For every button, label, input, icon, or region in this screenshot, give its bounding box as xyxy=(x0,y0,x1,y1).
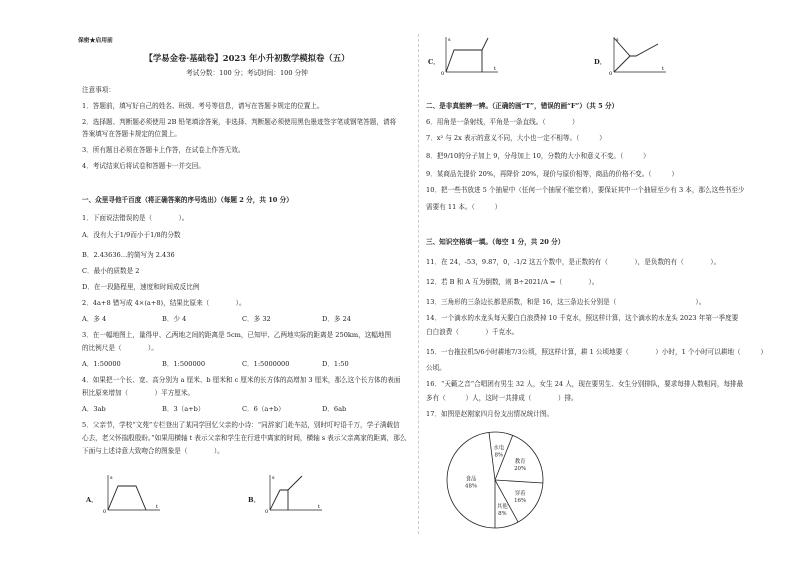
q4-choice-b: B．3（a+b） xyxy=(162,405,205,413)
q4-choice-c: C．6（a+b） xyxy=(242,405,285,413)
q4-stem-line1: 4．如果把一个长、宽、高分别为 a 厘米、b 厘米和 c 厘米的长方体的高增加 3 厘米，那么这个长方体的表面 xyxy=(82,376,401,384)
q5-stem-line1: 5．父亲节，学校“文苑”专栏登出了某同学回忆父亲的小诗：“同辞家门赴车站，别时叮咛语千万，学子满载信 xyxy=(82,421,400,429)
q13: 13．三角形的三条边长都是质数，和是 16，这三条边长分别是（ ）。 xyxy=(426,298,706,306)
q4-choices xyxy=(82,405,412,414)
q3-choice-d: D．1:50 xyxy=(322,360,349,368)
q6: 6．用角是一条射线，平角是一条直线。（ ） xyxy=(426,118,579,126)
pie-slice-2-label: 教育 xyxy=(514,459,526,466)
column-divider xyxy=(418,34,420,534)
q17: 17．如图是赵刚家四月份支出情况统计图。 xyxy=(426,410,554,418)
graph-d-svg xyxy=(608,34,670,76)
graph-a-curve xyxy=(108,486,146,510)
graph-d xyxy=(608,34,670,76)
graph-c xyxy=(440,34,502,76)
section1-heading: 一、众里寻他千百度（将正确答案的序号选出）（每题 2 分，共 10 分） xyxy=(82,196,293,204)
q12: 12．若 B 和 A 互为倒数，则 B÷2021/A =（ ）。 xyxy=(426,278,599,286)
q5-stem-line3: 下面与上述诗意大致吻合的图象是（ ）。 xyxy=(82,447,224,455)
q2-choice-a: A．多 4 xyxy=(82,315,107,323)
q2-choice-b: B．少 4 xyxy=(162,315,187,323)
graph-b-svg xyxy=(264,472,326,514)
graph-a xyxy=(102,472,164,514)
q2-choice-d: D．多 24 xyxy=(322,315,351,323)
pie-svg xyxy=(440,424,560,536)
graph-c-origin: 0 xyxy=(441,71,445,76)
pie-slice-2-percent: 20% xyxy=(514,466,527,473)
pie-chart xyxy=(440,424,560,536)
graph-b-axis-t: t xyxy=(318,504,321,510)
notice-item-2-cont: 答案填写在答题卡规定的位置上。 xyxy=(82,130,181,138)
q3-choice-b: B．1:500000 xyxy=(162,360,206,368)
graph-a-svg xyxy=(102,472,164,514)
q3-choices xyxy=(82,360,412,369)
graph-b-label: B． xyxy=(248,496,261,504)
graph-b xyxy=(264,472,326,514)
pie-slice-0-label: 食品 xyxy=(465,476,477,483)
notice-item-1: 1．答题前，填写好自己的姓名、班级、考号等信息，请写在答题卡规定的位置上。 xyxy=(82,102,324,110)
q1-choice-b: B．2.43636…的简写为 2.4̇3̇6̇ xyxy=(82,251,175,259)
graph-c-svg xyxy=(440,34,502,76)
q8: 8．把9/10的分子加上 9，分母加上 10，分数的大小和意义不变。（ ） xyxy=(426,152,650,160)
q11: 11．在 24，-53，9.87，0，-1/2 这五个数中，是正数的有（ ），是负数的有（ ）。 xyxy=(426,258,721,266)
q2-stem: 2．4a+8 错写成 4×(a+8)，结果比原来（ ）。 xyxy=(82,299,246,307)
pie-slice-4-percent: 8% xyxy=(498,510,507,517)
graph-d-origin: 0 xyxy=(609,71,613,76)
graph-c-axis-t: t xyxy=(494,66,497,72)
q3-stem-line2: 的比例尺是（ ）。 xyxy=(82,344,158,352)
pie-slice-1-label: 水电 xyxy=(493,445,505,452)
graph-d-curve xyxy=(614,38,658,56)
q16-line1: 16．“天籁之音”合唱团有男生 32 人，女生 24 人，现在要男生、女生分别排队，要求每排人数相同，每排最 xyxy=(426,380,744,388)
q9: 9．某商品先提价 20%，再降价 20%，现价与原价相等，商品的价格不变。（ ） xyxy=(426,170,678,178)
q4-choice-d: D．6ab xyxy=(322,405,347,413)
graph-d-axis-s: s xyxy=(616,37,619,43)
section3-heading: 三、知识空格填一填。（每空 1 分，共 20 分） xyxy=(426,238,565,246)
graph-b-axis-s: s xyxy=(272,475,275,481)
exam-meta: 考试分数：100 分；考试时间：100 分钟 xyxy=(186,69,308,77)
q14-line2: 白白浪费（ ）千克水。 xyxy=(426,328,519,336)
q1-choice-d: D．在一段路程里，速度和时间成反比例 xyxy=(82,283,200,291)
pie-slice-3-label: 穿着 xyxy=(514,490,526,497)
q1-choice-a: A．没有大于1/9而小于1/8的分数 xyxy=(82,231,181,239)
graph-a-axis-s: s xyxy=(110,475,113,481)
q5-stem-line2: 心去，老父怀揣殷殷盼。”如果用横轴 t 表示父亲和学生在行进中离家的时间，横轴 s 表示父亲离家的距离，那么 xyxy=(82,434,407,442)
q3-choice-a: A．1:50000 xyxy=(82,360,121,368)
q2-choices xyxy=(82,315,412,324)
q2-choice-c: C．多 32 xyxy=(242,315,271,323)
exam-title: 【学易金卷·基础卷】2023 年小升初数学模拟卷（五） xyxy=(144,53,350,63)
q7: 7．x² 与 2x 表示的意义不同，大小也一定不相等。（ ） xyxy=(426,134,606,142)
q10-line2: 需要有 11 本。（ ） xyxy=(426,203,502,211)
secret-mark: 保密★启用前 xyxy=(78,38,113,44)
graph-d-label: D． xyxy=(594,58,607,66)
pie-slice-3-percent: 16% xyxy=(514,497,527,504)
notice-item-4: 4．考试结束后将试卷和答题卡一并交回。 xyxy=(82,162,205,170)
graph-b-origin: 0 xyxy=(265,509,269,514)
pie-slice-1-percent: 8% xyxy=(494,452,504,459)
pie-slice-4-label: 其他 xyxy=(497,503,508,510)
graph-a-label: A． xyxy=(86,496,98,504)
graph-c-axis-s: s xyxy=(448,37,451,43)
q3-stem-line1: 3．在一幅地图上，量得甲、乙两地之间的距离是 5cm，已知甲、乙两地实际的距离是 250km，这幅地图 xyxy=(82,331,392,339)
q1-choice-c: C．最小的质数是 2 xyxy=(82,267,140,275)
section2-heading: 二、是非真能辨一辨。（正确的画“T”，错误的画“F”）（共 5 分） xyxy=(426,102,619,110)
q16-line2: 多有（ ）人，这时一共排成（ ）排。 xyxy=(426,394,578,402)
q4-stem-line2: 积比原来增加（ ）平方厘米。 xyxy=(82,389,195,397)
notice-item-3: 3．所有题目必须在答题卡上作答，在试卷上作答无效。 xyxy=(82,146,245,154)
q15-line2: 公顷。 xyxy=(426,364,446,372)
q15-line1: 15．一台拖拉机5/6小时耕地7/3公顷，照这样计算，耕 1 公顷地要（ ）小时，1 个小时可以耕地（ ） xyxy=(426,348,768,356)
graph-d-axis-t: t xyxy=(662,66,665,72)
notice-heading: 注意事项： xyxy=(82,86,115,94)
q10-line1: 10．把一些书放进 5 个抽屉中（任何一个抽屉不能空着），要保证其中一个抽屉至少有 3 本，那么这些书至少 xyxy=(426,186,745,194)
q1-stem: 1．下面说法错误的是（ ）。 xyxy=(82,214,189,222)
graph-b-curve xyxy=(270,476,302,510)
pie-slice-0-percent: 48% xyxy=(465,483,478,490)
q4-choice-a: A．3ab xyxy=(82,405,106,413)
q3-choice-c: C．1:5000000 xyxy=(242,360,290,368)
q14-line1: 14．一个滴水的水龙头每天要白白浪费掉 10 千克水，照这样计算，这个滴水的水龙头 2023 年第一季度要 xyxy=(426,314,739,322)
notice-item-2: 2．选择题、判断题必须使用 2B 铅笔填涂答案，非选择、判断题必须使用黑色墨迹签字笔或钢笔答题，请将 xyxy=(82,118,397,126)
graph-a-axis-t: t xyxy=(156,504,159,510)
graph-c-label: C． xyxy=(428,58,440,66)
graph-a-origin: 0 xyxy=(103,509,107,514)
